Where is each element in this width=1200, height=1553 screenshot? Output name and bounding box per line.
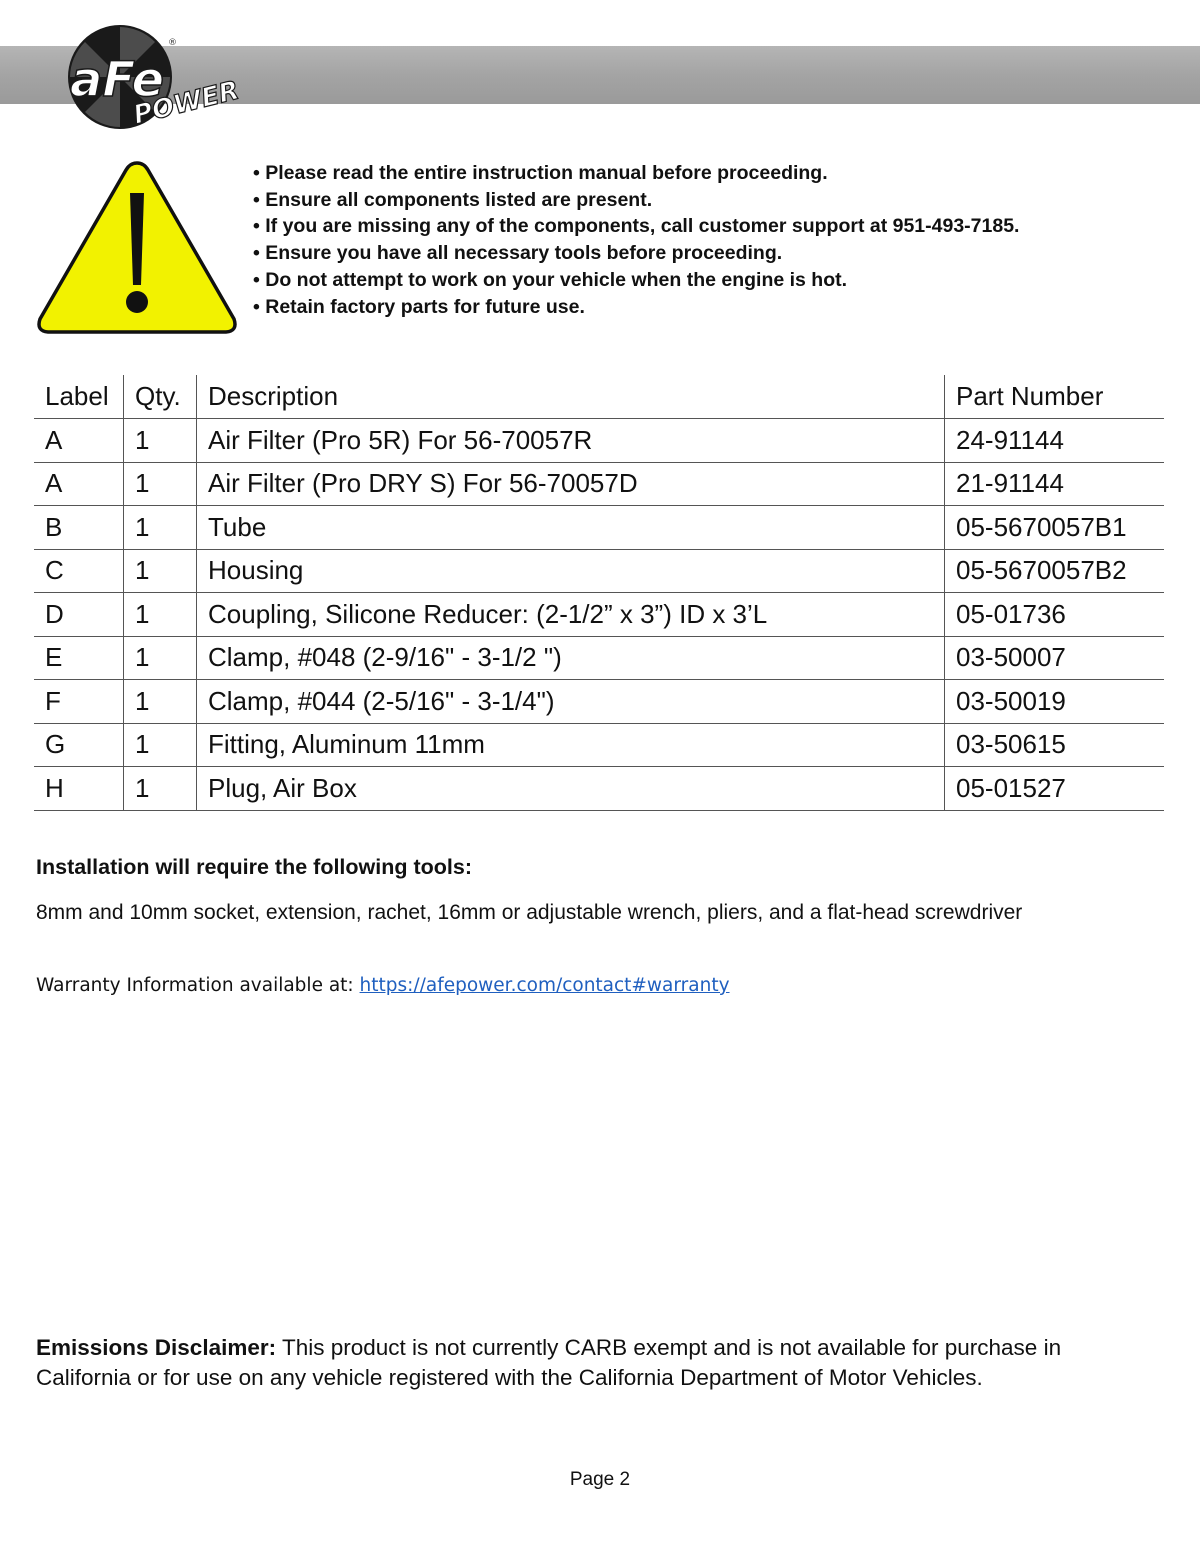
tools-list: 8mm and 10mm socket, extension, rachet, 16mm or adjustable wrench, pliers, and a flat-head screwdriver xyxy=(36,901,1023,924)
header-qty: Qty. xyxy=(124,375,197,419)
cell-label: B xyxy=(34,506,124,550)
warning-item: • If you are missing any of the components, call customer support at 951-493-7185. xyxy=(253,215,1020,238)
warranty-link[interactable]: https://afepower.com/contact#warranty xyxy=(359,975,730,996)
cell-qty: 1 xyxy=(124,506,197,550)
cell-label: G xyxy=(34,723,124,767)
cell-label: F xyxy=(34,680,124,724)
warning-item: • Ensure you have all necessary tools before proceeding. xyxy=(253,242,783,265)
cell-label: C xyxy=(34,549,124,593)
table-row xyxy=(34,680,1164,724)
cell-part-number: 03-50007 xyxy=(945,636,1165,680)
cell-description: Clamp, #044 (2-5/16" - 3-1/4") xyxy=(197,680,945,724)
cell-description: Clamp, #048 (2-9/16" - 3-1/2 ") xyxy=(197,636,945,680)
cell-description: Air Filter (Pro DRY S) For 56-70057D xyxy=(197,462,945,506)
header-part-number: Part Number xyxy=(945,375,1165,419)
parts-table xyxy=(34,375,1164,811)
cell-description: Air Filter (Pro 5R) For 56-70057R xyxy=(197,419,945,463)
warning-item: • Do not attempt to work on your vehicle when the engine is hot. xyxy=(253,268,848,291)
cell-label: H xyxy=(34,767,124,811)
cell-part-number: 05-01527 xyxy=(945,767,1165,811)
cell-part-number: 24-91144 xyxy=(945,419,1165,463)
cell-part-number: 05-5670057B1 xyxy=(945,506,1165,550)
header-label: Label xyxy=(34,375,124,419)
warranty-label: Warranty Information available at: xyxy=(36,975,360,996)
cell-label: D xyxy=(34,593,124,637)
cell-part-number: 03-50019 xyxy=(945,680,1165,724)
cell-part-number: 21-91144 xyxy=(945,462,1165,506)
warning-triangle-icon xyxy=(34,157,240,337)
emissions-text: This product is not currently CARB exempt and is not available for purchase in California or for use on any vehicle registered with the California Department of Motor Vehicles. xyxy=(36,1335,1062,1390)
emissions-label: Emissions Disclaimer: xyxy=(36,1335,277,1360)
table-row xyxy=(34,549,1164,593)
table-row xyxy=(34,767,1164,811)
cell-qty: 1 xyxy=(124,419,197,463)
table-row xyxy=(34,593,1164,637)
logo-registered: ® xyxy=(168,38,177,48)
cell-description: Coupling, Silicone Reducer: (2-1/2” x 3”) ID x 3’L xyxy=(197,593,945,637)
cell-qty: 1 xyxy=(124,680,197,724)
cell-description: Fitting, Aluminum 11mm xyxy=(197,723,945,767)
cell-qty: 1 xyxy=(124,723,197,767)
cell-part-number: 03-50615 xyxy=(945,723,1165,767)
emissions-disclaimer xyxy=(36,1333,1156,1392)
cell-qty: 1 xyxy=(124,767,197,811)
afe-power-logo xyxy=(62,20,252,135)
logo-text: aFe xyxy=(70,52,165,108)
tools-heading: Installation will require the following tools: xyxy=(36,855,472,879)
cell-part-number: 05-5670057B2 xyxy=(945,549,1165,593)
table-row xyxy=(34,419,1164,463)
cell-label: A xyxy=(34,419,124,463)
cell-part-number: 05-01736 xyxy=(945,593,1165,637)
logo-subtext: POWER xyxy=(130,75,243,131)
table-row xyxy=(34,723,1164,767)
cell-description: Housing xyxy=(197,549,945,593)
cell-qty: 1 xyxy=(124,462,197,506)
cell-description: Plug, Air Box xyxy=(197,767,945,811)
table-header-row xyxy=(34,375,1164,419)
table-row xyxy=(34,506,1164,550)
warning-list xyxy=(253,160,1019,320)
header-description: Description xyxy=(197,375,945,419)
page-number: Page 2 xyxy=(569,1469,631,1490)
cell-description: Tube xyxy=(197,506,945,550)
cell-qty: 1 xyxy=(124,636,197,680)
warning-item: • Retain factory parts for future use. xyxy=(253,295,585,318)
warranty-info xyxy=(36,975,730,996)
cell-label: A xyxy=(34,462,124,506)
table-row xyxy=(34,462,1164,506)
table-row xyxy=(34,636,1164,680)
cell-qty: 1 xyxy=(124,549,197,593)
warning-item: • Please read the entire instruction manual before proceeding. xyxy=(253,162,828,184)
cell-qty: 1 xyxy=(124,593,197,637)
cell-label: E xyxy=(34,636,124,680)
warning-item: • Ensure all components listed are present. xyxy=(253,188,653,211)
